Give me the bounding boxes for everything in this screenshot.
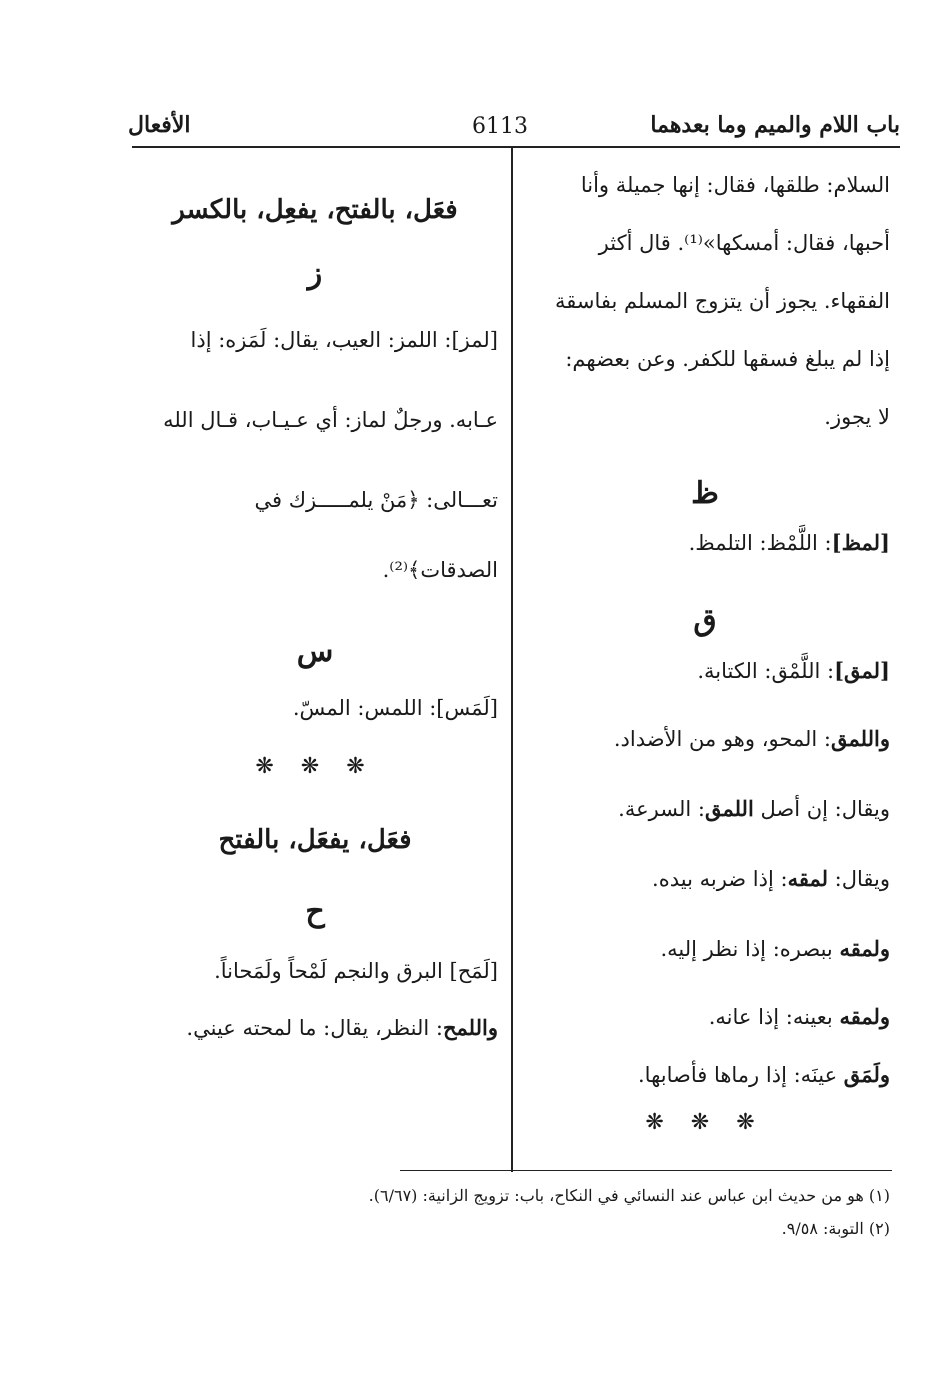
letter-section-zay: ز [307,256,323,291]
entry-text: : السرعة. [618,797,705,821]
entry-prefix: ويقال: [827,867,890,891]
column-divider [511,147,513,1172]
right-column [520,170,890,1166]
entry-line [520,1002,890,1060]
entry-lamz [520,528,890,586]
letter-section-qaf: ق [693,603,717,638]
entry-term: ولَمَق [843,1062,890,1087]
left-column [132,170,498,1048]
footnote-2: (٢) التوبة: ٩/٥٨. [781,1219,890,1238]
text-line: أحبها، فقال: أمسكها»⁽¹⁾. قال أكثر [598,231,890,255]
entry-text: : اللَّمْظ: التلمظ. [688,531,832,555]
header-rule [132,146,900,148]
entry-term: لمقه [787,866,828,891]
entry-term: واللمق [831,726,890,751]
text-line: إذا لم يبلغ فسقها للكفر. وعن بعضهم: [565,347,890,371]
entry-term: ولمقه [839,1004,890,1029]
entry-line [520,864,890,934]
entry-line [520,724,890,794]
entry-line [520,934,890,1002]
entry-lamh: [لَمَح] البرق والنجم لَمْحاً ولَمَحاناً. [214,959,498,983]
entry-line [132,1008,498,1048]
entry-lamq [520,656,890,724]
verb-pattern-heading: فعَل، بالفتح، يفعِل، بالكسر [172,195,458,225]
entry-term: اللمق [704,796,754,821]
entry-lams: [لَمَس]: اللمس: المسّ. [292,696,498,720]
text-line: تعـــالى: ﴿مَنْ يلمـــــزك في [254,488,498,512]
footnote-1: (١) هو من حديث ابن عباس عند النسائي في النكاح، باب: تزويج الزانية: (٦/٦٧). [368,1186,890,1205]
entry-text: ببصره: إذا نظر إليه. [660,937,840,961]
letter-section-ha: ح [305,894,325,929]
entry-text: بعينه: إذا عانه. [708,1005,840,1029]
letter-section-sin: س [296,634,334,669]
running-header-section: الأفعال [128,112,191,138]
entry-line [520,1060,890,1108]
text-line: الصدقات﴾⁽²⁾. [382,558,498,582]
page-number: 6113 [472,114,528,139]
text-line: الفقهاء. يجوز أن يتزوج المسلم بفاسقة [555,289,890,313]
entry-term: ولمقه [839,936,890,961]
entry-text: عينَه: إذا رماها فأصابها. [638,1063,844,1087]
entry-term: [لمق] [834,658,890,683]
entry-line [520,794,890,864]
letter-section-za: ظ [691,476,719,511]
text-line: [لمز]: اللمز: العيب، يقال: لَمَزه: إذا [190,328,498,352]
entry-text: : إذا ضربه بيده. [652,867,788,891]
footnote-rule [400,1170,892,1171]
verb-pattern-heading: فعَل، يفعَل، بالفتح [218,825,412,855]
entry-prefix: ويقال: إن أصل [753,797,890,821]
text-line: عـابه. ورجلٌ لماز: أي عـيـاب، قـال الله [163,408,498,432]
entry-text: : النظر، يقال: ما لمحته عيني. [186,1016,443,1040]
entry-term: واللمح [442,1015,498,1040]
section-separator-stars: ❋ ❋ ❋ [645,1110,765,1135]
entry-term: [لمظ] [831,530,890,555]
entry-text: : اللَّمْق: الكتابة. [697,659,835,683]
running-header-chapter: باب اللام والميم وما بعدهما [650,112,900,138]
entry-text: : المحو، وهو من الأضداد. [613,727,832,751]
text-line: لا يجوز. [824,405,890,429]
text-line: السلام: طلقها، فقال: إنها جميلة وأنا [580,173,890,197]
section-separator-stars: ❋ ❋ ❋ [255,754,375,779]
